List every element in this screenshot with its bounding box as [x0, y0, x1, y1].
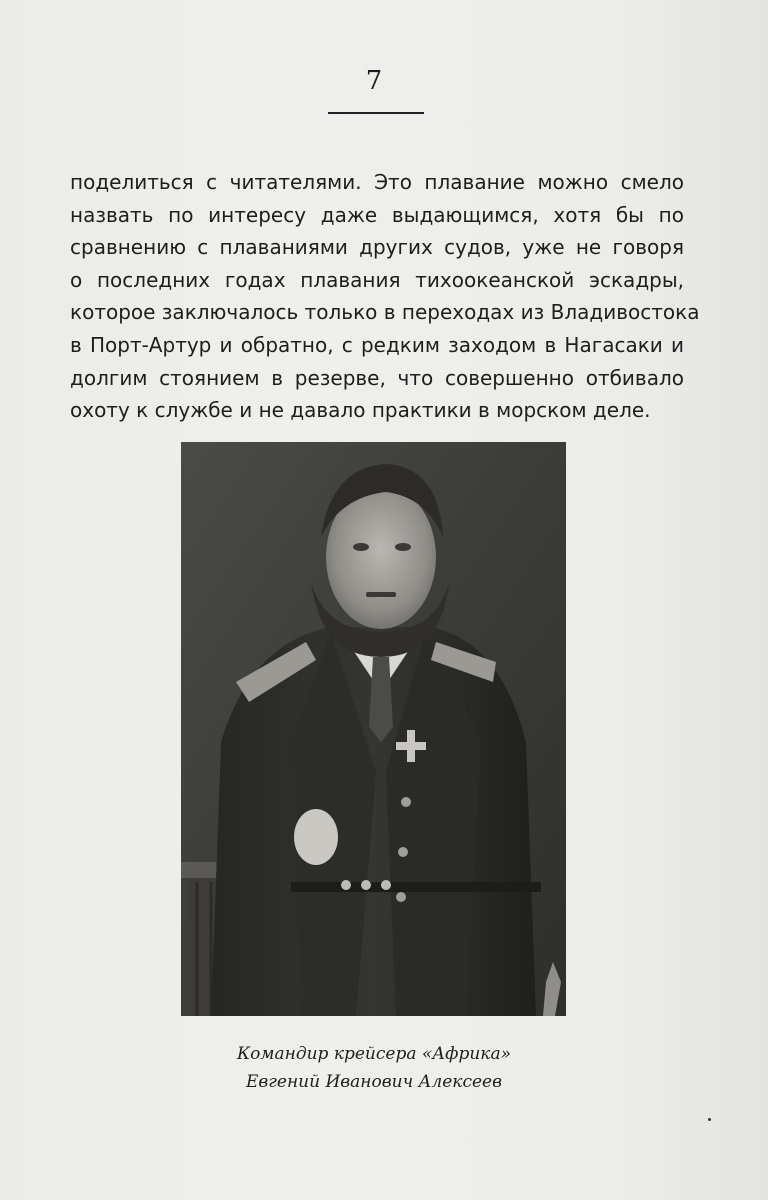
text-line: назвать по интересу даже выдающимся, хотя бы по [70, 202, 684, 227]
body-paragraph [70, 166, 700, 427]
caption-line-name: Евгений Иванович Алексеев [245, 1072, 502, 1092]
text-line: в Порт-Артур и обратно, с редким заходом в Нагасаки и [70, 332, 684, 357]
page-number: 7 [365, 66, 383, 96]
text-line: сравнению с плаваниями других судов, уже не говоря [70, 235, 684, 260]
page-number-rule [328, 112, 424, 114]
paper-speck [708, 1118, 711, 1121]
caption-line-title: Командир крейсера «Африка» [237, 1044, 511, 1064]
text-line: охоту к службе и не давало практики в морском деле. [70, 398, 651, 423]
text-line: поделиться с читателями. Это плавание можно смело [70, 170, 684, 194]
text-line: о последних годах плавания тихоокеанской эскадры, [70, 267, 684, 292]
text-line: которое заключалось только в переходах из Владивостока [70, 300, 700, 325]
text-line: долгим стоянием в резерве, что совершенно отбивало [70, 365, 684, 390]
portrait-photograph [181, 442, 566, 1016]
photo-caption [0, 1040, 748, 1096]
